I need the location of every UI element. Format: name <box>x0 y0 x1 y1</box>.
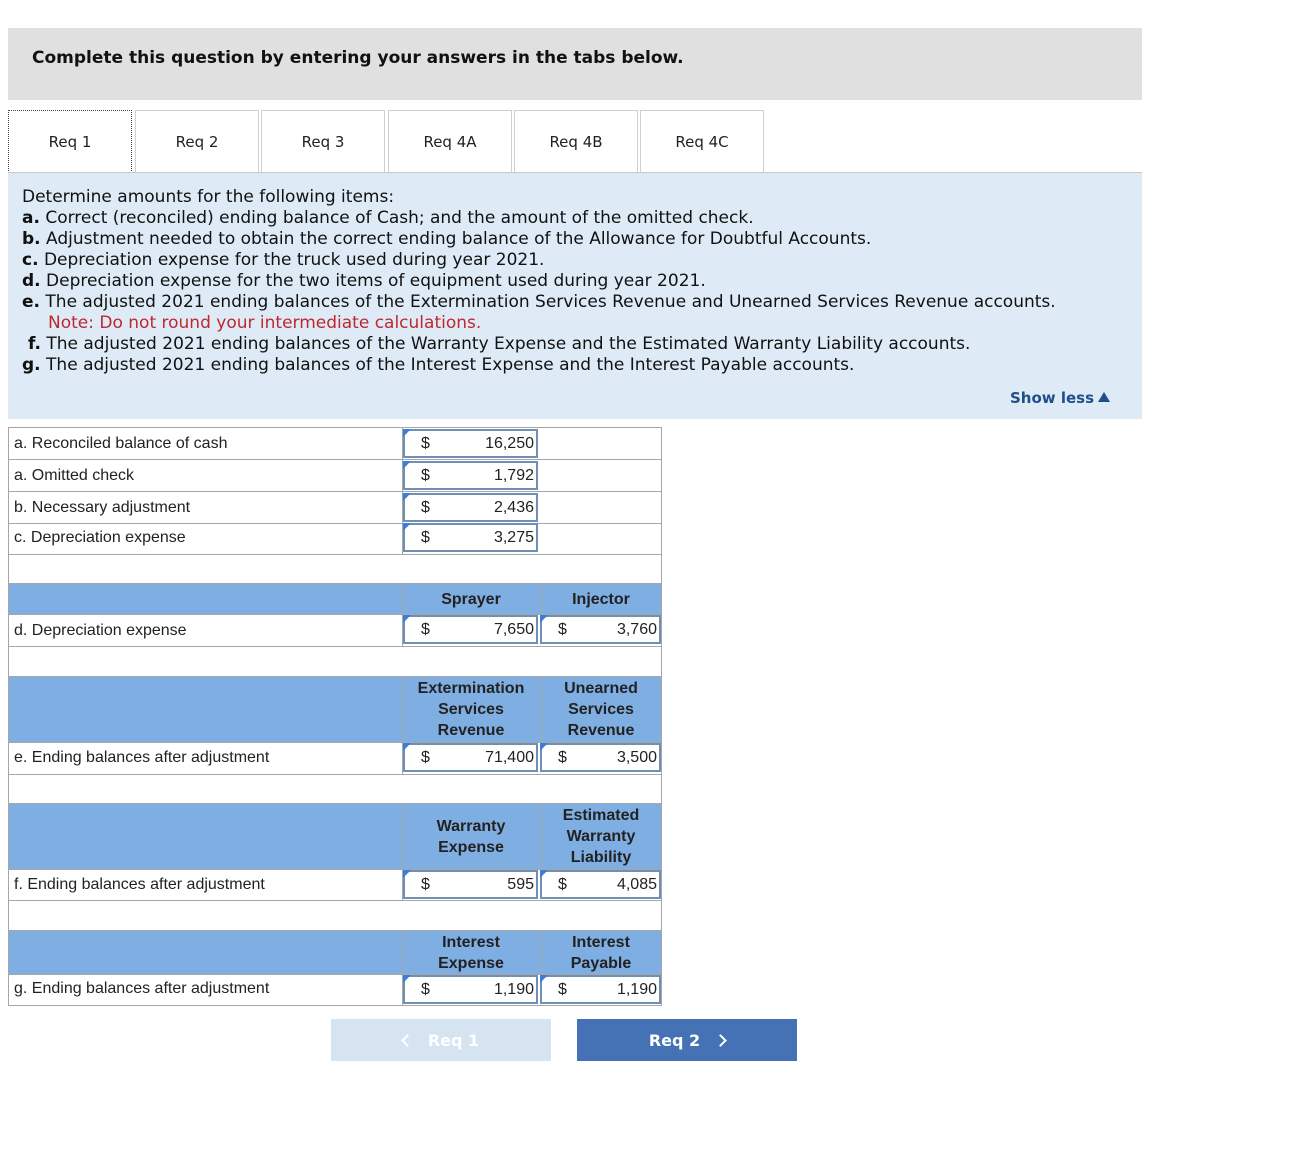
input-interest-expense[interactable]: $ 1,190 <box>403 975 538 1004</box>
flag-icon <box>540 870 548 878</box>
header-row-g <box>8 930 662 975</box>
flag-icon <box>540 615 548 623</box>
instruction-item-a: a. Correct (reconciled) ending balance of Cash; and the amount of the omitted check. <box>22 208 754 228</box>
chevron-left-icon <box>401 1034 414 1047</box>
input-truck-depreciation[interactable]: $ 3,275 <box>403 523 538 552</box>
row-label: b. Necessary adjustment <box>14 499 191 516</box>
row-b <box>8 491 662 524</box>
spacer-row <box>8 774 662 804</box>
instruction-item-d: d. Depreciation expense for the two items of equipment used during year 2021. <box>22 271 706 291</box>
row-label: c. Depreciation expense <box>14 529 186 546</box>
col-header-interest-payable: Interest Payable <box>570 934 632 972</box>
input-warranty-expense[interactable]: $ 595 <box>403 870 538 899</box>
col-header-interest-expense: Interest Expense <box>438 934 504 972</box>
flag-icon <box>403 615 411 623</box>
row-label: f. Ending balances after adjustment <box>14 876 265 893</box>
flag-icon <box>403 461 411 469</box>
header-title: Complete this question by entering your answers in the tabs below. <box>32 48 684 68</box>
row-label: g. Ending balances after adjustment <box>14 980 270 997</box>
input-necessary-adjustment[interactable]: $ 2,436 <box>403 493 538 522</box>
flag-icon <box>540 743 548 751</box>
flag-icon <box>403 975 411 983</box>
show-less-link[interactable]: Show less <box>1010 389 1110 407</box>
input-sprayer-depreciation[interactable]: $ 7,650 <box>403 615 538 644</box>
spacer-row <box>8 554 662 584</box>
instructions-panel <box>8 173 1142 419</box>
header-row-d <box>8 583 662 615</box>
tab-req-1[interactable]: Req 1 <box>8 110 132 173</box>
col-header-unearned-revenue: Unearned Services Revenue <box>564 680 638 739</box>
question-header <box>8 28 1142 100</box>
input-reconciled-cash[interactable]: $ 16,250 <box>403 429 538 458</box>
instruction-item-f: f. The adjusted 2021 ending balances of the Warranty Expense and the Estimated Warranty Liability accounts. <box>28 334 971 354</box>
flag-icon <box>403 523 411 531</box>
instruction-note: Note: Do not round your intermediate calculations. <box>48 313 482 333</box>
col-header-extermination-revenue: Extermination Services Revenue <box>417 680 525 739</box>
tab-req-4b[interactable]: Req 4B <box>514 110 638 173</box>
col-header-sprayer: Sprayer <box>441 591 501 608</box>
tab-req-2[interactable]: Req 2 <box>135 110 259 173</box>
prev-req-button[interactable]: Req 1 <box>331 1019 551 1061</box>
flag-icon <box>403 429 411 437</box>
answer-grid <box>8 427 662 1006</box>
row-label: d. Depreciation expense <box>14 622 187 639</box>
input-injector-depreciation[interactable]: $ 3,760 <box>540 615 661 644</box>
flag-icon <box>403 493 411 501</box>
spacer-row <box>8 646 662 677</box>
col-header-injector: Injector <box>572 591 630 608</box>
col-header-warranty-expense: Warranty Expense <box>436 818 506 856</box>
input-extermination-revenue[interactable]: $ 71,400 <box>403 743 538 772</box>
next-req-button[interactable]: Req 2 <box>577 1019 797 1061</box>
tab-bar <box>8 110 1142 173</box>
flag-icon <box>403 743 411 751</box>
row-c <box>8 523 662 555</box>
row-label: a. Omitted check <box>14 467 135 484</box>
flag-icon <box>403 870 411 878</box>
spacer-row <box>8 900 662 931</box>
input-unearned-revenue[interactable]: $ 3,500 <box>540 743 661 772</box>
tab-req-4a[interactable]: Req 4A <box>388 110 512 173</box>
tab-req-4c[interactable]: Req 4C <box>640 110 764 173</box>
header-row-f <box>8 803 662 870</box>
input-omitted-check[interactable]: $ 1,792 <box>403 461 538 490</box>
input-interest-payable[interactable]: $ 1,190 <box>540 975 661 1004</box>
row-a-check <box>8 459 662 492</box>
header-row-e <box>8 676 662 743</box>
instruction-item-b: b. Adjustment needed to obtain the correct ending balance of the Allowance for Doubtful Accounts. <box>22 229 872 249</box>
row-label: e. Ending balances after adjustment <box>14 749 270 766</box>
instruction-item-g: g. The adjusted 2021 ending balances of the Interest Expense and the Interest Payable accounts. <box>22 355 855 375</box>
input-estimated-warranty-liability[interactable]: $ 4,085 <box>540 870 661 899</box>
chevron-right-icon <box>714 1034 727 1047</box>
col-header-estimated-warranty-liability: Estimated Warranty Liability <box>562 807 640 866</box>
instruction-item-c: c. Depreciation expense for the truck used during year 2021. <box>22 250 545 270</box>
tab-req-3[interactable]: Req 3 <box>261 110 385 173</box>
instruction-item-e: e. The adjusted 2021 ending balances of the Extermination Services Revenue and Unearned Services Revenue accounts. <box>22 292 1056 312</box>
instructions-intro: Determine amounts for the following items: <box>22 187 395 207</box>
row-a-cash <box>8 427 662 460</box>
flag-icon <box>540 975 548 983</box>
row-label: a. Reconciled balance of cash <box>14 435 228 452</box>
triangle-up-icon <box>1098 392 1110 402</box>
